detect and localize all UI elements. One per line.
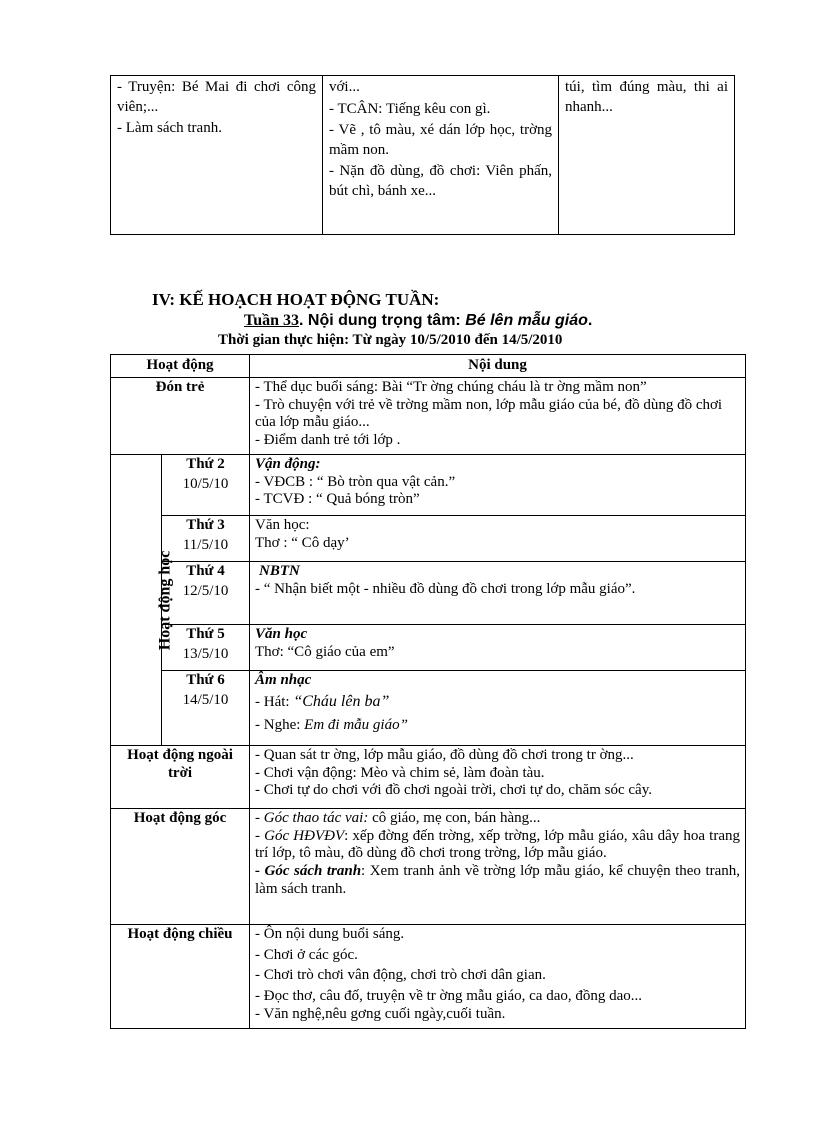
cell-line: - Làm sách tranh. — [117, 120, 222, 136]
song-title: Em đi mẫu giáo” — [304, 716, 408, 733]
day-name: Thứ 4 — [186, 563, 225, 579]
activity-content — [250, 746, 746, 809]
activity-content — [250, 809, 746, 925]
day-name: Thứ 6 — [186, 672, 225, 688]
content-line: - Điểm danh trẻ tới lớp . — [255, 432, 401, 449]
content-title: NBTN — [259, 563, 300, 579]
content-line — [255, 810, 740, 828]
cell-line: với... — [329, 79, 360, 95]
table-row — [111, 925, 746, 1029]
day-name: Thứ 2 — [186, 456, 225, 472]
corner-label: - Góc HĐVĐV — [255, 827, 345, 844]
content-line: - Thể dục buổi sáng: Bài “Tr ờng chúng cháu là tr ờng mầm non” — [255, 379, 647, 395]
table-cell — [559, 76, 735, 235]
focus-end: . — [587, 312, 593, 329]
cell-line: - Truyện: Bé Mai đi chơi công viên;... — [117, 79, 316, 115]
time-line: Thời gian thực hiện: Từ ngày 10/5/2010 đến 14/5/2010 — [218, 332, 563, 348]
content-line — [255, 693, 740, 712]
day-cell — [162, 455, 250, 516]
corner-label: - Góc sách tranh — [255, 863, 362, 880]
activity-content — [250, 562, 746, 625]
day-date: 11/5/10 — [182, 536, 229, 553]
day-date: 13/5/10 — [182, 645, 229, 662]
vertical-label: Hoạt động học — [156, 550, 174, 650]
content-line: - “ Nhận biết một - nhiều đồ dùng đồ chơi trong lớp mẫu giáo”. — [255, 580, 636, 597]
day-name: Thứ 5 — [186, 626, 225, 642]
song-label: - Hát: — [255, 693, 294, 710]
activity-content — [250, 671, 746, 746]
content-title: Văn học — [255, 626, 308, 642]
content-line: - Trò chuyện với trẻ về trờng mầm non, lớp mẫu giáo của bé, đồ dùng đồ chơi của lớp mẫu giáo... — [255, 396, 723, 431]
activity-content — [250, 516, 746, 562]
day-date: 10/5/10 — [182, 475, 229, 492]
song-label: - Nghe: — [255, 716, 305, 733]
content-line: - Văn nghệ,nêu gơng cuối ngày,cuối tuần. — [255, 1005, 506, 1022]
cell-line: - Vẽ , tô màu, xé dán lớp học, trờng mầm non. — [329, 122, 552, 158]
focus-colon: : — [455, 312, 466, 329]
content-title: Vận động: — [255, 456, 321, 472]
table-row — [111, 516, 746, 562]
activity-name: Hoạt động góc — [111, 809, 250, 925]
corner-label: - Góc thao tác vai: — [255, 810, 373, 826]
corner-text: cô giáo, mẹ con, bán hàng... — [372, 810, 541, 826]
focus-label: Nội dung trọng tâm — [307, 312, 456, 329]
table-row — [111, 76, 735, 235]
content-line: - VĐCB : “ Bò tròn qua vật cản.” — [255, 473, 456, 490]
day-name: Thứ 3 — [186, 517, 225, 533]
content-line: - Chơi trò chơi vân động, chơi trò chơi dân gian. — [255, 967, 546, 984]
cell-line: - TCÂN: Tiếng kêu con gì. — [329, 100, 491, 117]
content-line — [255, 828, 740, 863]
content-line: Thơ : “ Cô dạy’ — [255, 534, 350, 551]
content-title: Âm nhạc — [255, 672, 312, 688]
content-line: - Đọc thơ, câu đố, truyện về tr ờng mẫu giáo, ca dao, đồng dao... — [255, 988, 643, 1005]
corner-text: : xếp đờng đến trờng, xếp trờng, lớp mẫu giáo, xâu dây hoa trang trí lớp, tô màu, đồ dùng đồ chơi trong trờng, lớp mẫu giáo. — [255, 827, 741, 862]
focus-value: Bé lên mẫu giáo — [465, 312, 588, 329]
table-row — [111, 809, 746, 925]
table-row — [111, 455, 746, 516]
cell-line: túi, tìm đúng màu, thi ai nhanh... — [565, 79, 728, 115]
table-cell — [323, 76, 559, 235]
continuation-table — [110, 75, 735, 235]
vertical-label-cell — [111, 455, 174, 746]
day-cell — [162, 671, 250, 746]
week-heading — [244, 311, 592, 330]
day-date: 12/5/10 — [182, 582, 229, 599]
header-row — [111, 355, 746, 378]
content-line: - Chơi tự do chơi với đồ chơi ngoài trời, chơi tự do, chăm sóc cây. — [255, 782, 652, 799]
content-line: - Quan sát tr ờng, lớp mẫu giáo, đồ dùng đồ chơi trong tr ờng... — [255, 747, 634, 763]
content-title: Văn học: — [255, 517, 310, 533]
song-title: “Cháu lên ba” — [293, 692, 390, 710]
plan-table — [110, 354, 746, 1029]
table-row — [111, 625, 746, 671]
activity-content — [250, 625, 746, 671]
header-content: Nội dung — [250, 355, 746, 378]
content-line — [255, 863, 740, 898]
table-row — [111, 378, 746, 455]
content-line — [255, 717, 740, 735]
table-row — [111, 671, 746, 746]
activity-content — [250, 925, 746, 1029]
activity-content — [250, 455, 746, 516]
cell-line: - Nặn đồ dùng, đồ chơi: Viên phấn, bút chì, bánh xe... — [329, 163, 552, 199]
table-row — [111, 562, 746, 625]
activity-name: Hoạt động ngoài trời — [111, 746, 250, 809]
day-date: 14/5/10 — [182, 691, 229, 708]
content-line: Thơ: “Cô giáo của em” — [255, 643, 395, 660]
activity-name: Hoạt động chiều — [111, 925, 250, 1029]
activity-name: Đón trẻ — [111, 378, 250, 455]
content-line: - Chơi ở các góc. — [255, 946, 358, 963]
activity-content — [250, 378, 746, 455]
section-title: IV: KẾ HOẠCH HOẠT ĐỘNG TUẦN: — [152, 290, 440, 309]
table-row — [111, 746, 746, 809]
week-separator: . — [299, 312, 308, 329]
week-label: Tuần 33 — [244, 312, 299, 329]
corner-text: : Xem tranh ảnh về trờng lớp mẫu giáo, kể chuyện theo tranh, làm sách tranh. — [255, 863, 741, 897]
content-line: - TCVĐ : “ Quả bóng tròn” — [255, 491, 420, 508]
header-activity: Hoạt động — [111, 355, 250, 378]
content-line: - Chơi vận động: Mèo và chim sẻ, làm đoàn tàu. — [255, 764, 545, 781]
content-line: - Ôn nội dung buổi sáng. — [255, 926, 405, 942]
table-cell — [111, 76, 323, 235]
